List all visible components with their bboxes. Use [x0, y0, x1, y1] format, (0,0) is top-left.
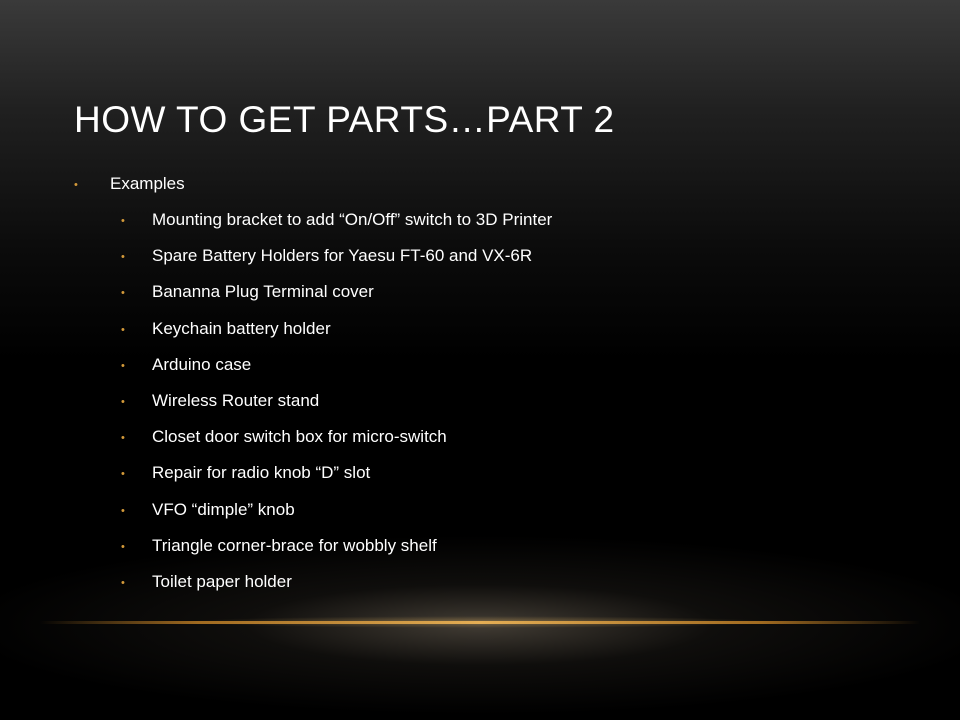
bullet-dot-icon: • [121, 540, 125, 553]
list-item-label: Closet door switch box for micro-switch [152, 427, 447, 447]
bullet-dot-icon: • [121, 432, 125, 445]
list-item-label: Arduino case [152, 354, 252, 374]
bullet-dot-icon: • [121, 576, 125, 589]
bullet-dot-icon: • [121, 323, 125, 336]
slide-title: HOW TO GET PARTS…PART 2 [74, 99, 615, 140]
list-item-label: Keychain battery holder [152, 318, 331, 338]
list-item-label: VFO “dimple” knob [152, 499, 295, 519]
list-item-label: Triangle corner-brace for wobbly shelf [152, 535, 437, 555]
bullet-dot-icon: • [121, 468, 125, 481]
list-item-label: Repair for radio knob “D” slot [152, 463, 371, 483]
list-item-label: Wireless Router stand [152, 390, 320, 410]
list-item-label: Bananna Plug Terminal cover [152, 282, 374, 302]
bullet-dot-icon: • [121, 251, 125, 264]
bullet-dot-icon: • [74, 179, 78, 191]
divider-line [40, 621, 920, 624]
bullet-dot-icon: • [121, 287, 125, 300]
bullet-dot-icon: • [121, 395, 125, 408]
list-item-label: Toilet paper holder [152, 571, 292, 591]
bullet-dot-icon: • [121, 504, 125, 517]
list-item-label: Spare Battery Holders for Yaesu FT-60 and VX-6R [152, 246, 533, 266]
list-item-label: Mounting bracket to add “On/Off” switch to 3D Printer [152, 210, 553, 229]
bullet-dot-icon: • [121, 215, 125, 227]
bullet-label: Examples [110, 174, 185, 193]
bullet-dot-icon: • [121, 359, 125, 372]
